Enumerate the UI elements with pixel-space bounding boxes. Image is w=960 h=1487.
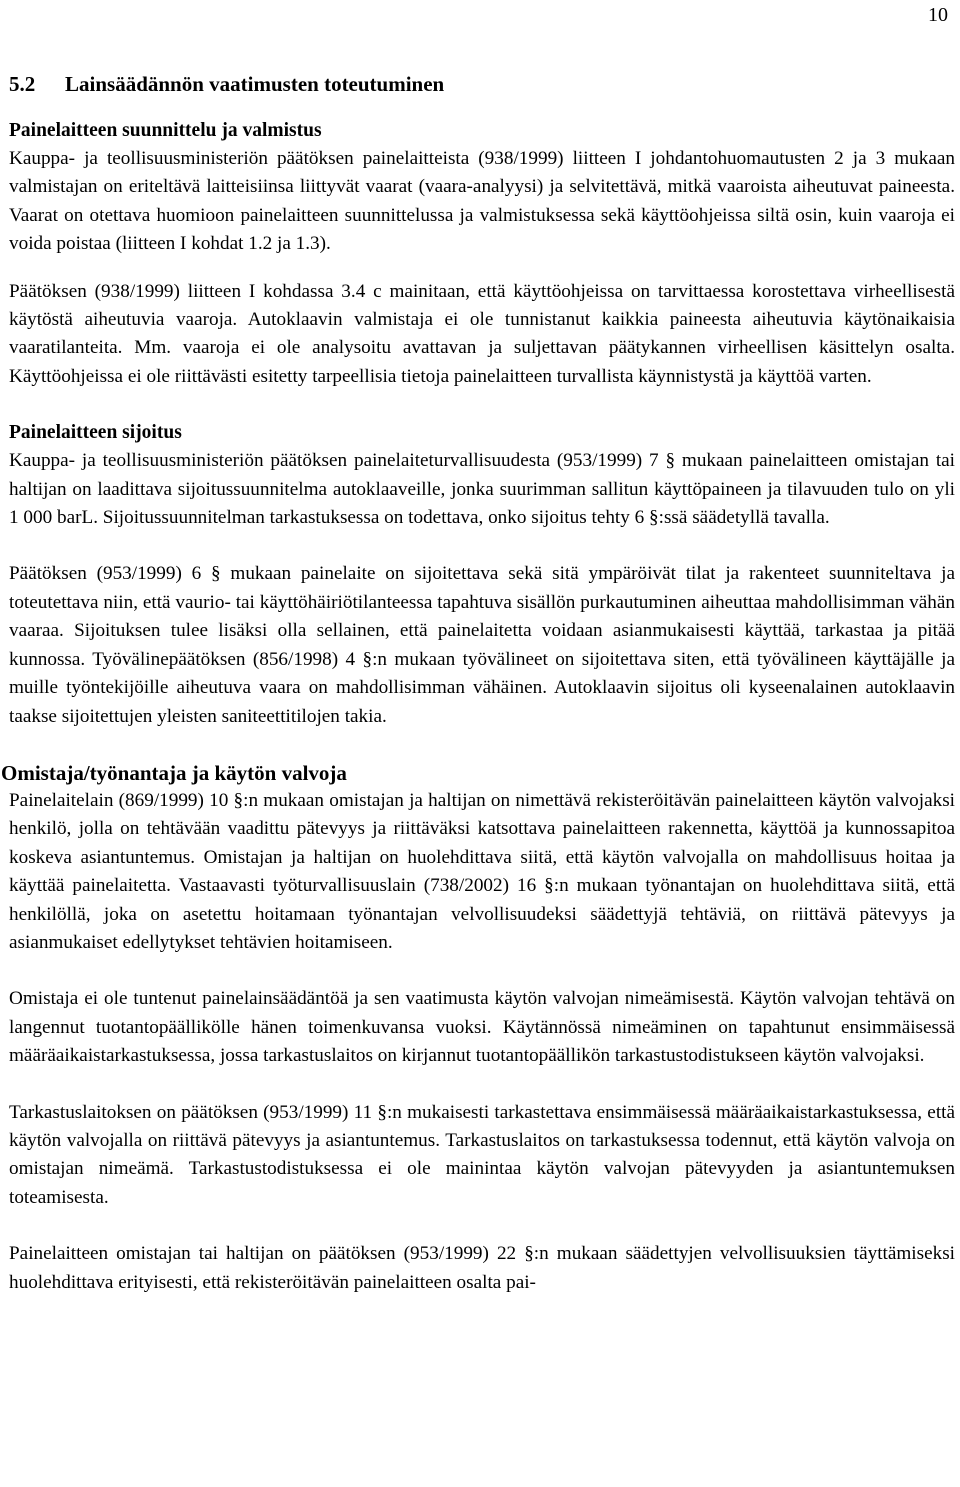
subheading-placement: Painelaitteen sijoitus [9,422,182,444]
paragraph: Päätöksen (953/1999) 6 § mukaan painelaite on sijoitettava sekä sitä ympäröivät tilat ja rakenteet suunniteltava ja toteutettava niin, että vaurio- tai käyttöhäiriötilanteessa tapahtuva sisällön purkautuminen aiheuttaa mahdollisimman vähän vaaraa. Sijoituksen tulee lisäksi olla sellainen, että painelaitetta voidaan asianmukaisesti käyttää, tarkastaa ja pitää kunnossa. Työvälinepäätöksen (856/1998) 4 §:n mukaan työvälineet on sijoitettava siten, että työvälineen käyttäjälle ja muille työntekijöille aiheutuva vaara on mahdollisimman vähäinen. Autoklaavin sijoitus oli kyseenalainen autoklaavin taakse sijoitettujen yleisten saniteettitilojen takia. [9,563,955,727]
subheading-design-manufacture: Painelaitteen suunnittelu ja valmistus [9,120,322,141]
page-number: 10 [928,4,948,26]
document-body [1,70,955,1297]
paragraph: Kauppa- ja teollisuusministeriön päätöksen painelaitteista (938/1999) liitteen I johdantohuomautusten 2 ja 3 mukaan valmistajan on eriteltävä laitteisiinsa liittyvät vaarat (vaara-analyysi) ja selvitettävä, mitkä vaaroista aiheutuvat paineesta. Vaarat on otettava huomioon painelaitteen suunnittelussa ja valmistuksessa sekä käyttöohjeissa siltä osin, kuin vaaroja ei voida poistaa (liitteen I kohdat 1.2 ja 1.3). [9,148,955,255]
paragraph: Tarkastuslaitoksen on päätöksen (953/1999) 11 §:n mukaisesti tarkastettava ensimmäisessä määräaikaistarkastuksessa, että käytön valvojalla on riittävä pätevyys ja asiantuntemus. Tarkastuslaitos on tarkastuksessa todennut, että käytön valvoja on omistajan nimeämä. Tarkastustodistuksessa ei ole mainintaa käytön valvojan pätevyyden ja asiantuntemuksen toteamisesta. [9,1101,955,1208]
subheading-owner-supervisor: Omistaja/työnantaja ja käytön valvoja [1,760,347,785]
section-number: 5.2 [9,72,36,96]
paragraph: Painelaitelain (869/1999) 10 §:n mukaan omistajan ja haltijan on nimettävä rekisteröitävän painelaitteen käytön valvojaksi henkilö, jolla on tehtävään vaadittu pätevyys ja riittäväksi katsottava painelaitteen rakennetta, käyttöä ja kunnossapitoa koskeva asiantuntemus. Omistajan ja haltijan on huolehdittava siitä, että käytön valvojalla on mahdollisuus hoitaa ja käyttää painelaitetta. Vastaavasti työturvallisuuslain (738/2002) 16 §:n mukaan työnantajan on huolehdittava siitä, että henkilöllä, joka on asetettu hoitamaan työnantajan velvollisuudeksi säädettyjä tehtäviä, on riittävä pätevyys ja asianmukaiset edellytykset tehtävien hoitamiseen. [9,789,955,953]
paragraph: Päätöksen (938/1999) liitteen I kohdassa 3.4 c mainitaan, että käyttöohjeissa on tarvittaessa korostettava virheellisestä käytöstä aiheutuvia vaaroja. Autoklaavin valmistaja ei ole tunnistanut kaikkia paineesta aiheutuvia käytönaikaisia vaaratilanteita. Mm. vaaroja ei ole analysoitu avattavan ja suljettavan päätykannen virheellisen käsittelyn osalta. Käyttöohjeissa ei ole riittävästi esitetty tarpeellisia tietoja painelaitteen turvallista käynnistystä ja käyttöä varten. [9,280,955,387]
section-heading [9,70,955,98]
paragraph: Omistaja ei ole tuntenut painelainsäädäntöä ja sen vaatimusta käytön valvojan nimeämisestä. Käytön valvojan tehtävä on langennut tuotantopäällikölle hänen toimenkuvansa vuoksi. Käytännössä nimeäminen on tapahtunut ensimmäisessä määräaikaistarkastuksessa, jossa tarkastuslaitos on kirjannut tuotantopäällikön tarkastustodistukseen käytön valvojaksi. [9,988,955,1067]
paragraph: Kauppa- ja teollisuusministeriön päätöksen painelaiteturvallisuudesta (953/1999) 7 § mukaan painelaitteen omistajan tai haltijan on laadittava sijoitussuunnitelma autoklaaveille, jonka suurimman sallitun käyttöpaineen ja tilavuuden tulo on yli 1 000 barL. Sijoitussuunnitelman tarkastuksessa on todettava, onko sijoitus tehty 6 §:ssä säädetyllä tavalla. [9,450,955,529]
section-title: Lainsäädännön vaatimusten toteutuminen [65,72,445,96]
paragraph: Painelaitteen omistajan tai haltijan on päätöksen (953/1999) 22 §:n mukaan säädettyjen velvollisuuksien täyttämiseksi huolehdittava erityisesti, että rekisteröitävän painelaitteen osalta pai- [9,1243,955,1293]
